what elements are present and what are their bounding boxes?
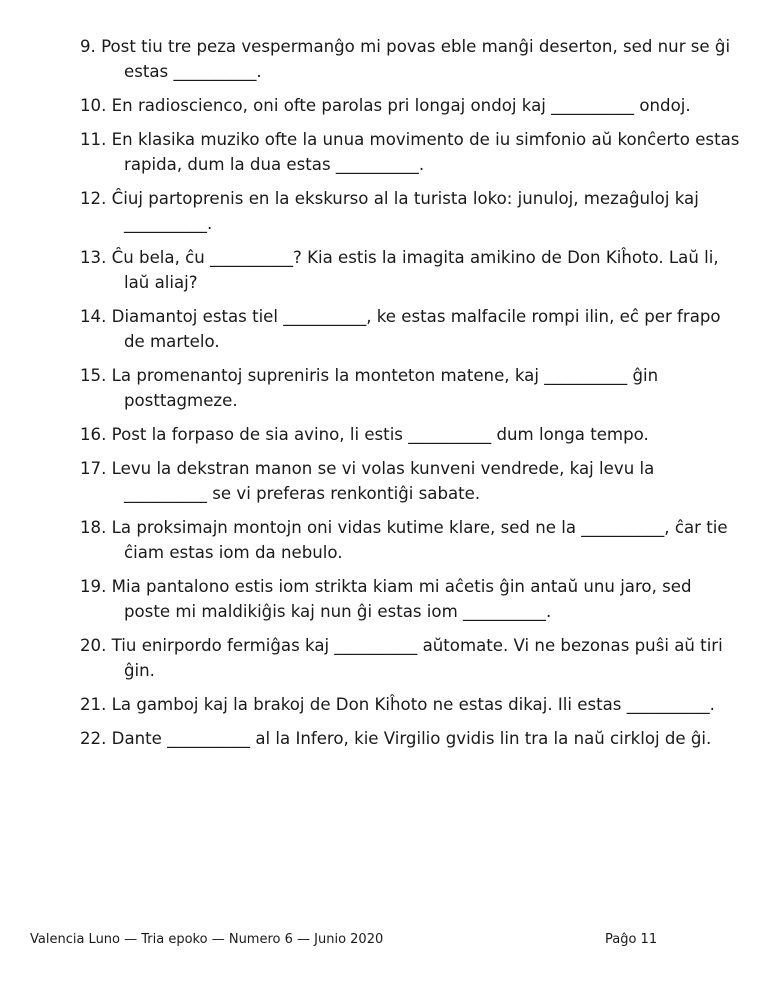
question-20: 20. Tiu enirpordo fermiĝas kaj __________ aŭtomate. Vi ne bezonas puŝi aŭ tiri ĝin. (80, 636, 723, 680)
question-22: 22. Dante __________ al la Infero, kie Virgilio gvidis lin tra la naŭ cirkloj de ĝi. (80, 729, 712, 748)
question-11: 11. En klasika muziko ofte la unua movimento de iu simfonio aŭ konĉerto estas rapida, dum la dua estas __________. (80, 130, 740, 174)
question-21: 21. La gamboj kaj la brakoj de Don Kiĥoto ne estas dikaj. Ili estas __________. (80, 695, 715, 714)
question-14: 14. Diamantoj estas tiel __________, ke estas malfacile rompi ilin, eĉ per frapo de martelo. (80, 307, 721, 351)
footer-page-number: Paĝo 11 (605, 932, 658, 947)
footer-publication: Valencia Luno — Tria epoko — Numero 6 — Junio 2020 (30, 932, 384, 947)
question-16: 16. Post la forpaso de sia avino, li estis __________ dum longa tempo. (80, 425, 649, 444)
question-13: 13. Ĉu bela, ĉu __________? Kia estis la imagita amikino de Don Kiĥoto. Laŭ li, laŭ aliaj? (80, 248, 719, 292)
question-9: 9. Post tiu tre peza vespermanĝo mi povas eble manĝi deserton, sed nur se ĝi estas __________. (80, 37, 731, 81)
exercise-list (80, 34, 740, 760)
question-10: 10. En radioscienco, oni ofte parolas pri longaj ondoj kaj __________ ondoj. (80, 96, 691, 115)
question-18: 18. La proksimajn montojn oni vidas kutime klare, sed ne la __________, ĉar tie ĉiam estas iom da nebulo. (80, 518, 728, 562)
question-12: 12. Ĉiuj partoprenis en la ekskurso al la turista loko: junuloj, mezaĝuloj kaj __________. (80, 189, 699, 233)
question-17: 17. Levu la dekstran manon se vi volas kunveni vendrede, kaj levu la __________ se vi preferas renkontiĝi sabate. (80, 459, 655, 503)
question-15: 15. La promenantoj supreniris la monteton matene, kaj __________ ĝin posttagmeze. (80, 366, 659, 410)
question-19: 19. Mia pantalono estis iom strikta kiam mi aĉetis ĝin antaŭ unu jaro, sed poste mi maldikiĝis kaj nun ĝi estas iom __________. (80, 577, 692, 621)
